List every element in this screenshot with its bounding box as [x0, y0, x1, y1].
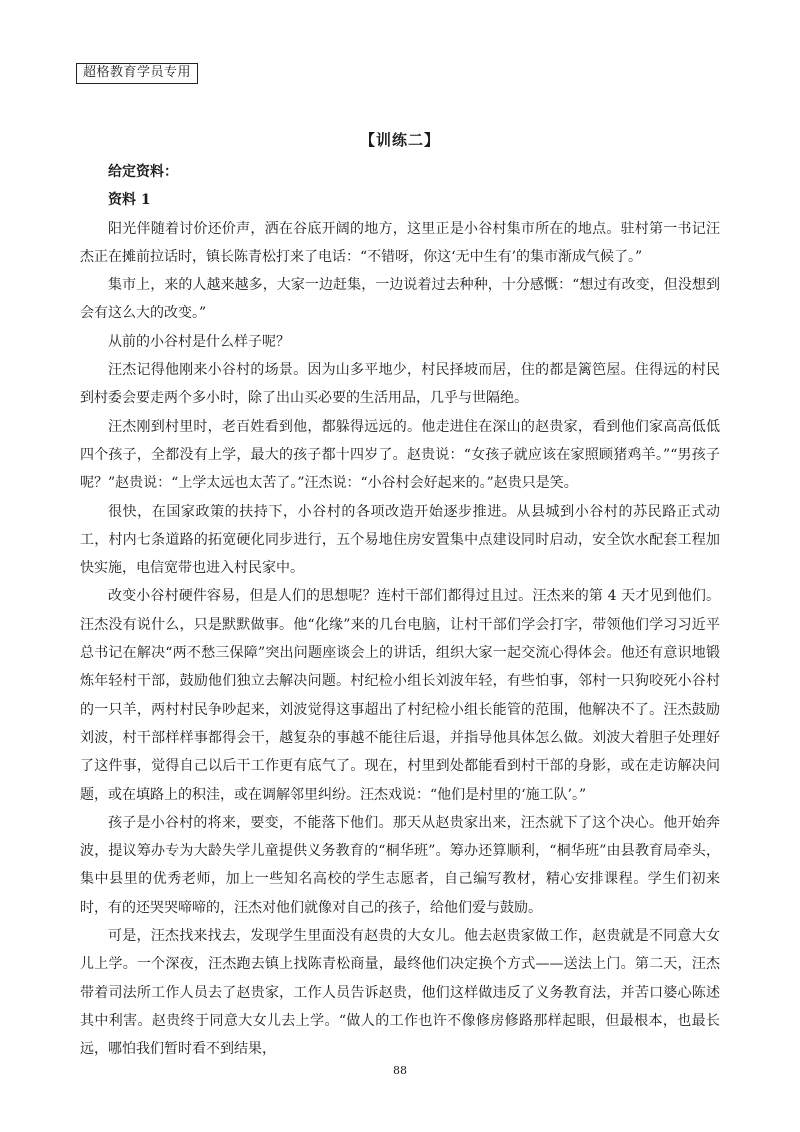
- material-content: [80, 158, 720, 1064]
- material-1-label: 资料 1: [108, 192, 151, 209]
- given-materials-label: 给定资料：: [108, 164, 178, 180]
- paragraph: 集市上，来的人越来越多，大家一边赶集，一边说着过去种种，十分感慨：“想过有改变，但没想到会有这么大的改变。”: [80, 277, 720, 322]
- page-number: 88: [393, 1064, 407, 1077]
- paragraph: 汪杰记得他刚来小谷村的场景。因为山多平地少，村民择坡而居，住的都是篱笆屋。住得远的村民到村委会要走两个多小时，除了出山买必要的生活用品，几乎与世隔绝。: [80, 362, 720, 407]
- section-title: 【训练二】: [359, 131, 440, 149]
- paragraph: 改变小谷村硬件容易，但是人们的思想呢？连村干部们都得过且过。汪杰来的第 4 天才见到他们。汪杰没有说什么，只是默默做事。他“化缘”来的几台电脑，让村干部们学会打字，带领他们学习习近平总书记在解决“两不愁三保障”突出问题座谈会上的讲话，组织大家一起交流心得体会。他还有意识地锻炼年轻村干部，鼓励他们独立去解决问题。村纪检小组长刘波年轻，有些怕事，邻村一只狗咬死小谷村的一只羊，两村村民争吵起来，刘波觉得这事超出了村纪检小组长能管的范围，他解决不了。汪杰鼓励刘波，村干部样样事都得会干，越复杂的事越不能往后退，并指导他具体怎么做。刘波大着胆子处理好了这件事，觉得自己以后干工作更有底气了。现在，村里到处都能看到村干部的身影，或在走访解决问题，或在填路上的积洼，或在调解邻里纠纷。汪杰戏说：“他们是村里的‘施工队’。”: [80, 588, 720, 803]
- paragraph: 汪杰刚到村里时，老百姓看到他，都躲得远远的。他走进住在深山的赵贵家，看到他们家高高低低四个孩子，全都没有上学，最大的孩子都十四岁了。赵贵说：“女孩子就应该在家照顾猪鸡羊。”“男孩子呢？”赵贵说：“上学太远也太苦了。”汪杰说：“小谷村会好起来的。”赵贵只是笑。: [80, 418, 720, 492]
- student-use-stamp: 超格教育学员专用: [76, 63, 198, 84]
- paragraph: 可是，汪杰找来找去，发现学生里面没有赵贵的大女儿。他去赵贵家做工作，赵贵就是不同意大女儿上学。一个深夜，汪杰跑去镇上找陈青松商量，最终他们决定换个方式——送法上门。第二天，汪杰带着司法所工作人员去了赵贵家，工作人员告诉赵贵，他们这样做违反了义务教育法，并苦口婆心陈述其中利害。赵贵终于同意大女儿去上学。“做人的工作也许不像修房修路那样起眼，但最根本，也最长远，哪怕我们暂时看不到结果，: [80, 928, 720, 1058]
- paragraph: 从前的小谷村是什么样子呢？: [108, 333, 290, 350]
- paragraph: 阳光伴随着讨价还价声，洒在谷底开阔的地方，这里正是小谷村集市所在的地点。驻村第一书记汪杰正在摊前拉话时，镇长陈青松打来了电话：“不错呀，你这‘无中生有’的集市渐成气候了。”: [80, 220, 720, 265]
- paragraph: 孩子是小谷村的将来，要变，不能落下他们。那天从赵贵家出来，汪杰就下了这个决心。他开始奔波，提议筹办专为大龄失学儿童提供义务教育的“桐华班”。筹办还算顺利，“桐华班”由县教育局牵头，集中县里的优秀老师，加上一些知名高校的学生志愿者，自己编写教材，精心安排课程。学生们初来时，有的还哭哭啼啼的，汪杰对他们就像对自己的孩子，给他们爱与鼓励。: [80, 814, 720, 916]
- paragraph: 很快，在国家政策的扶持下，小谷村的各项改造开始逐步推进。从县城到小谷村的苏民路正式动工，村内七条道路的拓宽硬化同步进行，五个易地住房安置集中点建设同时启动，安全饮水配套工程加快实施，电信宽带也进入村民家中。: [80, 503, 720, 577]
